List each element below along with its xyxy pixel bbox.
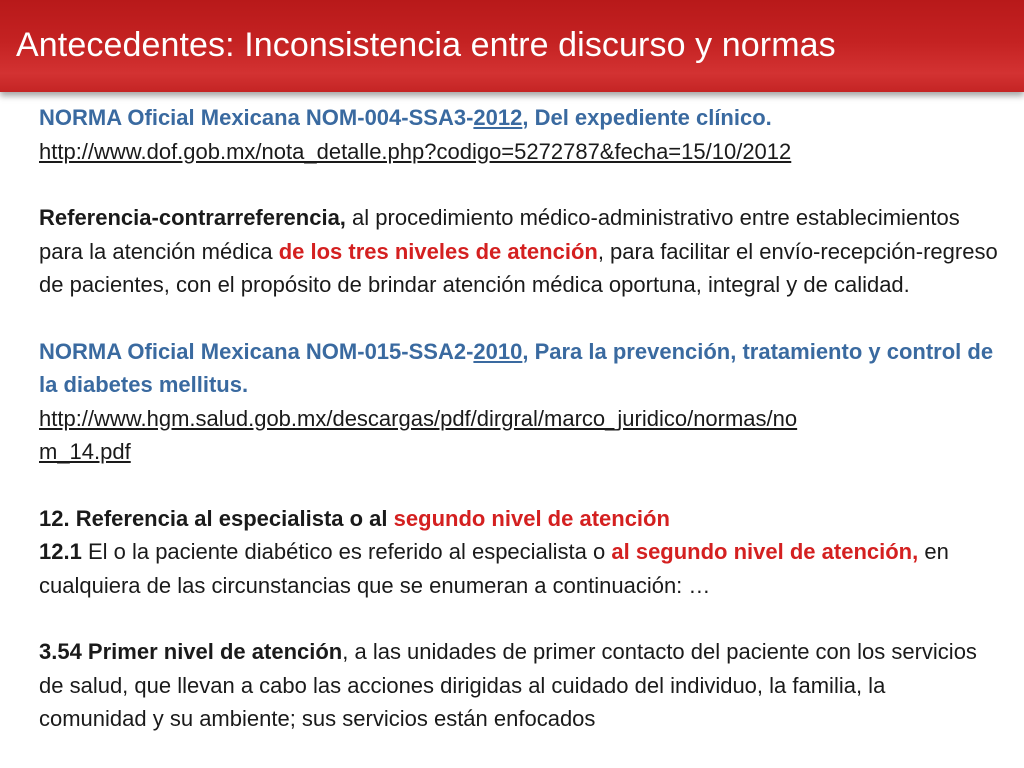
spacer	[39, 602, 999, 635]
section-12-1-text-1: El o la paciente diabético es referido al especialista o	[81, 539, 612, 564]
section-12-1-text-2: en cualquiera de las circunstancias que se enumeran a continuación: …	[39, 539, 949, 598]
section-12-1-red: al segundo nivel de atención,	[611, 539, 919, 564]
referencia-paragraph	[39, 201, 999, 302]
section-12-heading-red: segundo nivel de atención	[393, 505, 670, 531]
norma-015-url-line-1	[39, 402, 999, 436]
section-12-1-number: 12.1	[39, 539, 82, 564]
section-12-1-paragraph	[39, 535, 999, 602]
slide-title: Antecedentes: Inconsistencia entre discurso y normas	[16, 26, 836, 64]
section-3-54-paragraph	[39, 635, 999, 736]
norma-004-year: 2012	[473, 105, 523, 130]
referencia-text-1: al procedimiento médico-administrativo entre establecimientos para la atención médica	[39, 205, 960, 264]
norma-015-link-part-1[interactable]: http://www.hgm.salud.gob.mx/descargas/pdf/dirgral/marco_juridico/normas/no	[39, 405, 798, 431]
title-banner	[0, 0, 1024, 92]
norma-015-prefix: NORMA Oficial Mexicana NOM-015-SSA2-	[39, 338, 474, 364]
norma-015-link-part-2[interactable]: m_14.pdf	[39, 439, 131, 464]
referencia-text-2: , para facilitar el envío-recepción-regreso de pacientes, con el propósito de brindar atención médica oportuna, integral y de calidad.	[39, 238, 998, 297]
norma-015-url-line-2	[39, 435, 999, 469]
section-12-heading-text: 12. Referencia al especialista o al	[39, 505, 394, 531]
norma-015-heading	[39, 335, 999, 402]
norma-004-title: , Del expediente clínico.	[522, 105, 772, 130]
norma-004-link[interactable]: http://www.dof.gob.mx/nota_detalle.php?codigo=5272787&fecha=15/10/2012	[39, 138, 792, 164]
norma-015-title: , Para la prevención, tratamiento y control de la diabetes mellitus.	[39, 338, 994, 397]
norma-015-year: 2010	[473, 338, 523, 364]
norma-004-prefix: NORMA Oficial Mexicana NOM-004-SSA3-	[39, 105, 474, 130]
spacer	[39, 168, 999, 201]
section-3-54-term: 3.54 Primer nivel de atención	[39, 639, 343, 664]
referencia-highlight: de los tres niveles de atención	[278, 238, 598, 264]
norma-004-url-line	[39, 135, 999, 169]
section-3-54-text: , a las unidades de primer contacto del paciente con los servicios de salud, que llevan a cabo las acciones dirigidas al cuidado del individuo, la familia, la comunidad y su ambiente; sus servicios están enfocados	[39, 639, 977, 731]
slide-content	[39, 101, 999, 736]
norma-004-heading	[39, 101, 999, 135]
spacer	[39, 469, 999, 502]
referencia-term: Referencia-contrarreferencia,	[39, 205, 346, 230]
section-12-heading	[39, 502, 999, 536]
spacer	[39, 302, 999, 335]
